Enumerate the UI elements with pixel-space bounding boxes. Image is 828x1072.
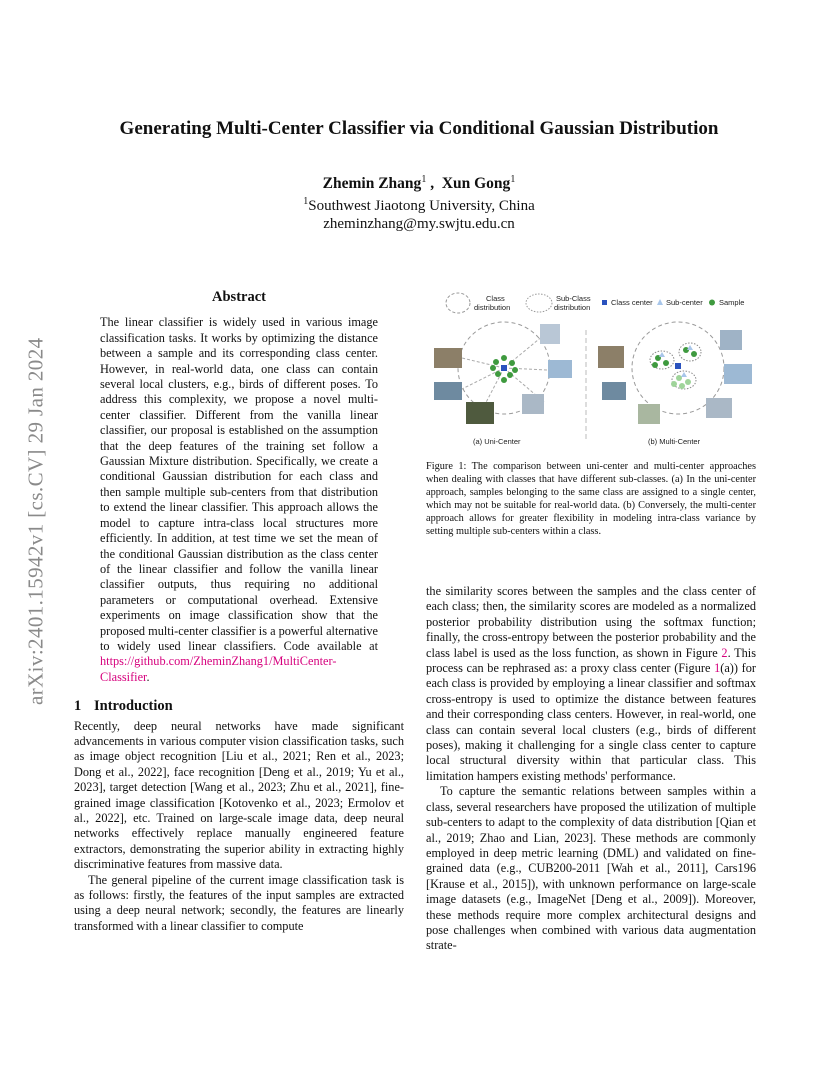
figure-1 <box>426 290 756 450</box>
arxiv-identifier: arXiv:2401.15942v1 [cs.CV] 29 Jan 2024 <box>23 337 48 705</box>
legend-sub-center: Sub-center <box>666 298 703 307</box>
bird-photo <box>548 360 572 378</box>
section-number: 1 <box>74 698 82 715</box>
class-distribution-legend-icon <box>446 293 470 313</box>
figure-2-ref-link[interactable]: 2 <box>721 645 728 660</box>
affiliation-text: Southwest Jiaotong University, China <box>308 198 535 214</box>
bird-photo <box>434 382 462 400</box>
abstract-body <box>100 315 378 685</box>
section-heading-introduction <box>74 699 404 714</box>
affiliation <box>60 196 778 215</box>
bird-photo <box>706 398 732 418</box>
legend-class-center: Class center <box>611 298 653 307</box>
sample-points <box>652 347 697 368</box>
class-center-marker <box>501 365 507 371</box>
paragraph-text: the similarity scores between the samples and the class center of each class; then, the similarity scores are modeled as a normalized posterior probability distribution using the softmax function; finally, the cross-entropy between the posterior probability and the class label is used as the loss function, as shown in Figure <box>426 584 756 660</box>
section-title: Introduction <box>94 698 173 715</box>
sub-center-legend-icon <box>657 299 663 305</box>
left-column <box>74 290 404 934</box>
bird-photo <box>638 404 660 424</box>
code-link[interactable]: https://github.com/ZheminZhang1/MultiCenter-Classifier <box>100 654 337 684</box>
bird-photo <box>540 324 560 344</box>
author-list: Zhemin Zhang$^1$ , Xun Gong$^1$ <box>322 174 516 193</box>
bird-photo <box>522 394 544 414</box>
author-affil-mark: 1 <box>510 174 516 185</box>
bird-photo <box>724 364 752 384</box>
right-column <box>426 584 756 954</box>
sample-legend-icon <box>709 300 715 306</box>
bird-photo <box>720 330 742 350</box>
intro-paragraph-4: To capture the semantic relations between samples within a class, several researchers have proposed the utilization of multiple sub-centers to adapt to the complexity of data distribution [Qian et al., 2019; Zhao and Lian, 2023]. These methods are commonly employed in deep metric learning (DML) and validated on fine-grained data (e.g., CUB200-2011 [Wah et al., 2011], Cars196 [Krause et al., 2015]), with unknown performance on large-scale image datasets (e.g., ImageNet [Deng et al., 2009]). Moreover, these methods require more complex architectural designs and pose challenges when combined with various data augmentation strate- <box>426 784 756 953</box>
abstract-heading: Abstract <box>212 289 266 305</box>
author-affil-mark: 1 <box>421 174 427 185</box>
legend-sample: Sample <box>719 298 745 307</box>
intro-paragraph-2: The general pipeline of the current image classification task is as follows: firstly, the features of the input samples are extracted using a deep neural network; secondly, the features are linearly transformed with a linear classifier to compute <box>74 872 404 933</box>
affiliation-mark: 1 <box>303 196 309 207</box>
legend-class-distribution-2: distribution <box>474 303 511 312</box>
bird-photo <box>434 348 462 368</box>
legend-subclass-distribution-2: distribution <box>554 303 591 312</box>
paragraph-text: (a)) for each class is provided by employing a linear classifier and softmax cross-entropy is used to optimize the distance between features and their corresponding class centers. However, in real-world, one class can contain several local clusters (e.g., birds of different poses), making it challenging for a single class center to capture local structural diversity within that particular class. This limitation hampers existing methods' performance. <box>426 661 757 783</box>
panel-b-label: (b) Multi-Center <box>648 437 701 446</box>
legend-class-distribution: Class <box>486 294 505 303</box>
legend-subclass-distribution: Sub-Class <box>556 294 591 303</box>
intro-paragraph-1: Recently, deep neural networks have made significant advancements in various computer vision classification tasks, such as image object recognition [Liu et al., 2021; Ren et al., 2023; Dong et al., 2022], face recognition [Deng et al., 2019; Yu et al., 2023], target detection [Wang et al., 2023; Zhu et al., 2021], fine-grained image classification [Kotovenko et al., 2023; Ermolov et al., 2022], etc. Trained on large-scale image data, deep neural networks effectively replace manually engineered feature extractors, demonstrating the superior ability in extracting highly discriminative features from massive data. <box>74 718 404 872</box>
bird-photo <box>598 346 624 368</box>
panel-uni-center <box>434 322 572 446</box>
panel-a-label: (a) Uni-Center <box>473 437 521 446</box>
abstract-text: The linear classifier is widely used in various image classification tasks. It works by optimizing the distance between a sample and its corresponding class center. However, in real-world data, one class can contain several local clusters, e.g., birds of different poses. To address this complexity, we propose a novel multi-center classifier. Different from the vanilla linear classifier, our proposal is established on the assumption that the deep features of the training set follow a Gaussian Mixture distribution. Specifically, we create a conditional Gaussian distribution for each class and then sample multiple sub-centers from that distribution to extend the linear classifier. This approach allows the model to capture intra-class local structures more efficiently. In addition, at test time we set the mean of the conditional Gaussian distribution as the class center of the linear classifier and follow the vanilla linear classifier outputs, thus requiring no additional parameters or computational overhead. Extensive experiments on image classification show that the proposed multi-center classifier is a powerful alternative to widely used linear classifiers. Code available at <box>100 315 378 653</box>
abstract-text-end: . <box>146 669 150 684</box>
paragraph-text: . This process can be rephrased as: a proxy class center (Figure <box>426 645 756 676</box>
author-email: zheminzhang@my.swjtu.edu.cn <box>323 216 515 232</box>
sample-points-light <box>671 375 691 389</box>
figure-1-caption: Figure 1: The comparison between uni-center and multi-center approaches when dealing with classes that have different sub-classes. (a) In the uni-center approach, samples belonging to the same class are assigned to a single center, which may not be suitable for real-world data. (b) Conversely, the multi-center approach allows for greater flexibility in modeling intra-class variance by setting multiple sub-centers within a class. <box>426 461 756 537</box>
intro-paragraph-3 <box>426 584 756 784</box>
subclass-distribution-legend-icon <box>526 294 552 312</box>
author-name: Xun Gong <box>441 175 511 193</box>
panel-multi-center <box>598 322 752 446</box>
figure-1-ref-link[interactable]: 1 <box>714 661 721 676</box>
paper-title: Generating Multi-Center Classifier via Conditional Gaussian Distribution <box>119 118 719 139</box>
bird-photo <box>466 402 494 424</box>
author-name: Zhemin Zhang <box>322 175 422 193</box>
bird-photo <box>602 382 626 400</box>
class-center-marker <box>675 363 681 369</box>
class-center-legend-icon <box>602 300 607 305</box>
